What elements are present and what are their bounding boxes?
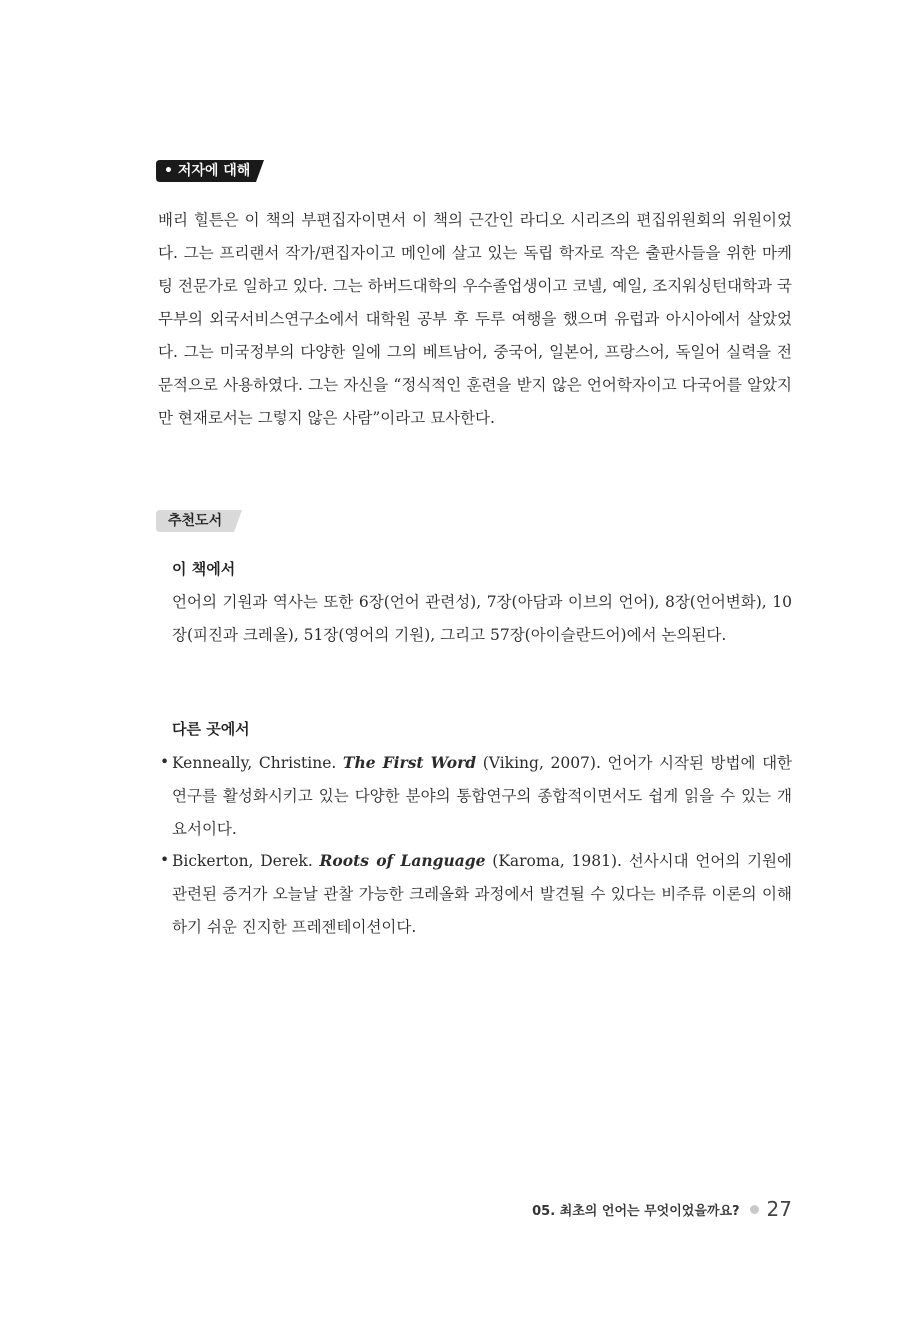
footer-dot-icon: [750, 1205, 759, 1214]
reference-item: [160, 844, 792, 944]
reference-title: Roots of Language: [319, 851, 486, 870]
reference-author: Bickerton, Derek.: [172, 852, 320, 870]
author-bio-paragraph: 배리 힐튼은 이 책의 부편집자이면서 이 책의 근간인 라디오 시리즈의 편집위원회의 위원이었다. 그는 프리랜서 작가/편집자이고 메인에 살고 있는 독립 학자로 작은 출판사들을 위한 마케팅 전문가로 일하고 있다. 그는 하버드대학의 우수졸업생이고 코넬, 예일, 조지워싱턴대학과 국무부의 외국서비스연구소에서 대학원 공부 후 두루 여행을 했으며 유럽과 아시아에서 살았었다. 그는 미국정부의 다양한 일에 그의 베트남어, 중국어, 일본어, 프랑스어, 독일어 실력을 전문적으로 사용하였다. 그는 자신을 “정식적인 훈련을 받지 않은 언어학자이고 다국어를 알았지만 현재로서는 그렇지 않은 사람”이라고 묘사한다.: [158, 211, 792, 427]
reference-description: (Karoma, 1981). 선사시대 언어의 기원에 관련된 증거가 오늘날 관찰 가능한 크레올화 과정에서 발견될 수 있다는 비주류 이론의 이해하기 쉬운 진지한 프레젠테이션이다.: [172, 852, 792, 936]
in-this-book-paragraph: 언어의 기원과 역사는 또한 6장(언어 관련성), 7장(아담과 이브의 언어), 8장(언어변화), 10장(피진과 크레올), 51장(영어의 기원), 그리고 57장(아이슬란드어)에서 논의된다.: [172, 593, 792, 644]
footer-chapter-title: 05. 최초의 언어는 무엇이었을까요?: [532, 1203, 740, 1219]
reference-text: [172, 844, 792, 944]
reference-text: [172, 746, 792, 846]
recommended-reading-heading: [156, 510, 242, 532]
reference-item: [160, 746, 792, 846]
reference-description: (Viking, 2007). 언어가 시작된 방법에 대한 연구를 활성화시키고 있는 다양한 분야의 통합연구의 종합적이면서도 쉽게 읽을 수 있는 개요서이다.: [172, 754, 793, 838]
about-author-heading-text: • 저자에 대해: [164, 163, 251, 179]
page-number: 27: [766, 1197, 792, 1221]
in-this-book-subheading: 이 책에서: [172, 560, 236, 578]
page-footer: [532, 1196, 792, 1222]
recommended-reading-heading-text: 추천도서: [168, 513, 223, 529]
elsewhere-subheading: 다른 곳에서: [172, 720, 250, 738]
reference-title: The First Word: [342, 753, 477, 772]
reference-author: Kenneally, Christine.: [172, 754, 343, 772]
about-author-heading: [156, 160, 264, 182]
bullet-icon: •: [160, 851, 170, 869]
bullet-icon: •: [160, 753, 170, 771]
